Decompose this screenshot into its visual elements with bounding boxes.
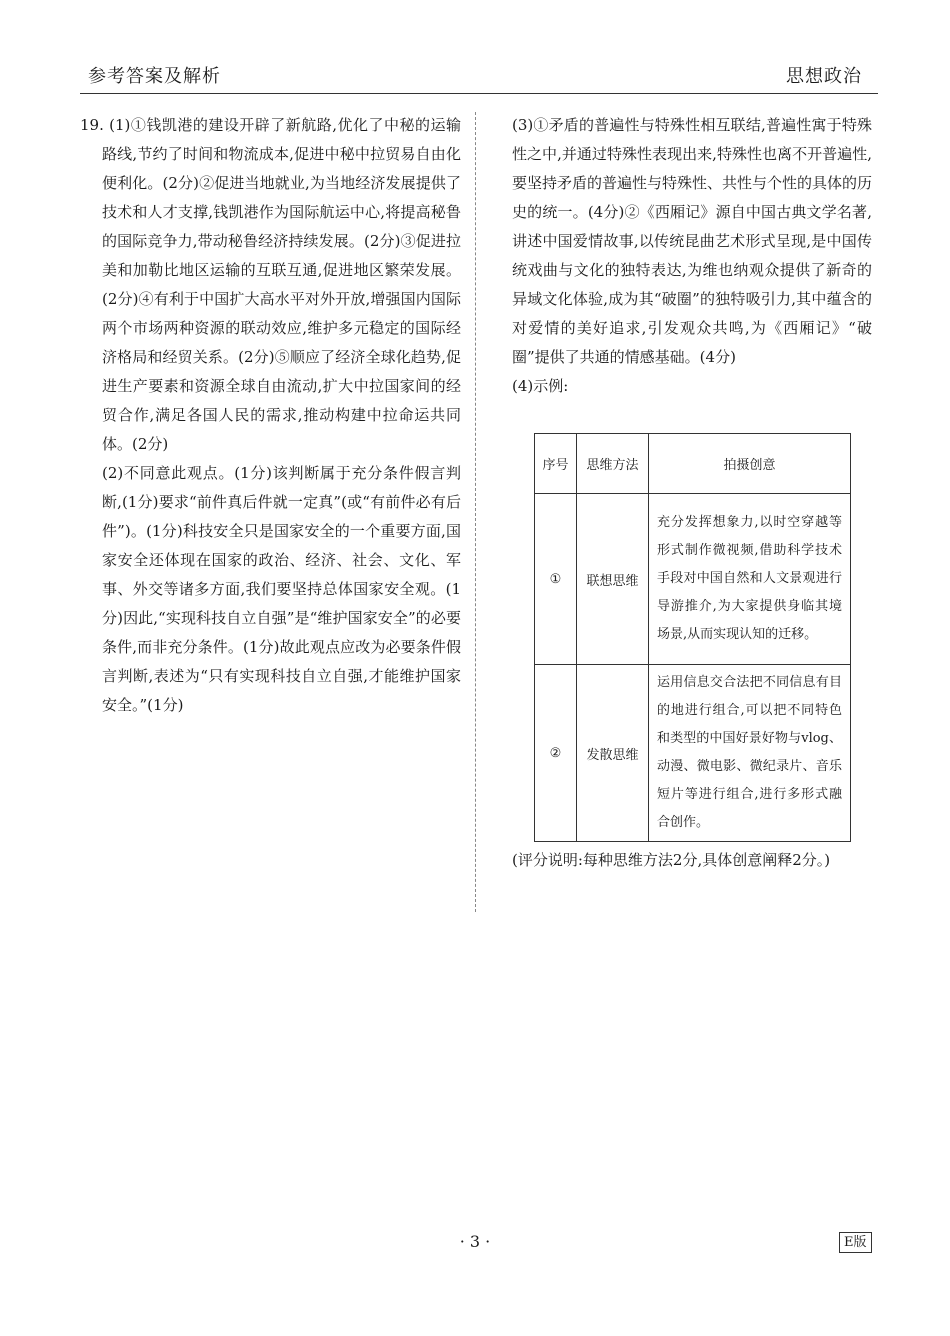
table-row [535,665,851,842]
scoring-note: (评分说明:每种思维方法2分,具体创意阐释2分。) [512,851,831,869]
answer-19-part-2: (2)不同意此观点。(1分)该判断属于充分条件假言判断,(1分)要求“前件真后件就一定真”(或“有前件必有后件”)。(1分)科技安全只是国家安全的一个重要方面,国家安全还体现在国家的政治、经济、社会、文化、军事、外交等诸多方面,我们要坚持总体国家安全观。(1分)因此,“实现科技自立自强”是“维护国家安全”的必要条件,而非充分条件。(1分)故此观点应改为必要条件假言判断,表述为“只有实现科技自立自强,才能维护国家安全。”(1分) [102,464,461,714]
header-idea: 拍摄创意 [649,434,851,494]
left-column [80,111,461,720]
page-number: · 3 · [459,1232,491,1251]
row-idea: 充分发挥想象力,以时空穿越等形式制作微视频,借助科学技术手段对中国自然和人文景观进行导游推介,为大家提供身临其境场景,从而实现认知的迁移。 [649,494,851,665]
header-left-title: 参考答案及解析 [88,66,221,87]
row-method: 联想思维 [577,494,649,665]
row-idea: 运用信息交合法把不同信息有目的地进行组合,可以把不同特色和类型的中国好景好物与vlog、动漫、微电影、微纪录片、音乐短片等进行组合,进行多形式融合创作。 [649,665,851,842]
table-header-row [535,434,851,494]
header-rule [80,93,878,94]
answer-19-part-3: (3)①矛盾的普遍性与特殊性相互联结,普遍性寓于特殊性之中,并通过特殊性表现出来,特殊性也离不开普遍性,要坚持矛盾的普遍性与特殊性、共性与个性的具体的历史的统一。(4分)②《西厢记》源自中国古典文学名著,讲述中国爱情故事,以传统昆曲艺术形式呈现,是中国传统戏曲与文化的独特表达,为维也纳观众提供了新奇的异域文化体验,成为其“破圈”的独特吸引力,其中蕴含的对爱情的美好追求,引发观众共鸣,为《西厢记》“破圈”提供了共通的情感基础。(4分) [512,116,873,366]
example-table [534,433,851,842]
answer-19-part-1: 19. (1)①钱凯港的建设开辟了新航路,优化了中秘的运输路线,节约了时间和物流成本,促进中秘中拉贸易自由化便利化。(2分)②促进当地就业,为当地经济发展提供了技术和人才支撑,钱凯港作为国际航运中心,将提高秘鲁的国际竞争力,带动秘鲁经济持续发展。(2分)③促进拉美和加勒比地区运输的互联互通,促进地区繁荣发展。(2分)④有利于中国扩大高水平对外开放,增强国内国际两个市场两种资源的联动效应,维护多元稳定的国际经济格局和经贸关系。(2分)⑤顺应了经济全球化趋势,促进生产要素和资源全球自由流动,扩大中拉国家间的经贸合作,满足各国人民的需求,推动构建中拉命运共同体。(2分) [80,116,461,453]
header-index: 序号 [535,434,577,494]
header-method: 思维方法 [577,434,649,494]
table-row [535,494,851,665]
row-index: ② [535,665,577,842]
header-subject: 思想政治 [786,66,862,87]
right-column [512,111,872,401]
edition-badge: E版 [839,1232,872,1253]
row-index: ① [535,494,577,665]
column-divider [475,112,476,912]
answer-19-part-4-label: (4)示例: [512,377,569,395]
row-method: 发散思维 [577,665,649,842]
